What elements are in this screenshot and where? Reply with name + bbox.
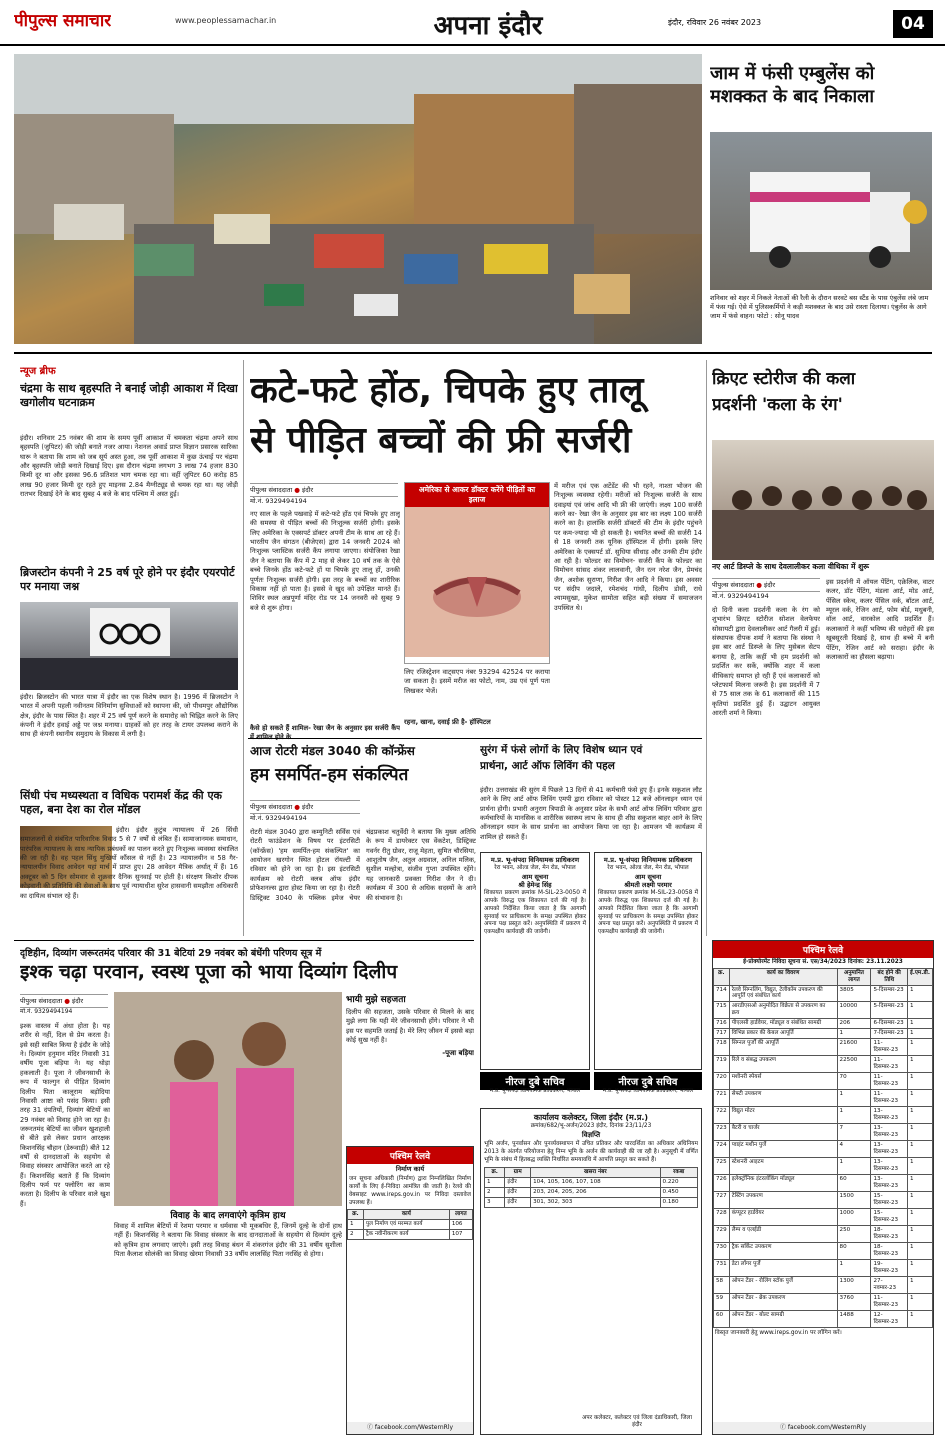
byline-city: इंदौर — [764, 581, 776, 589]
table-row — [714, 1226, 933, 1243]
art-col2: इस प्रदर्शनी में ऑयल पेंटिंग, एक्रेलिक, वाटर कलर, डॉट पेंटिंग, मंडला आर्ट, मोड आर्ट, पेंसिल स्केच, कलर पेंसिल वर्क, बॉटल आर्ट, म्यूरल वर्क, रेजिन आर्ट, फोम बोर्ड, मधुबनी, वॉल आर्ट, वारकोल आदि प्रदर्शित हैं। कलाकारों ने कहीं भविष्य की धरोहरों की इस खूबसूरती दिखाई है, साथ ही बच्चे में बनी पेंटिंग, रेजिन आर्ट को सराहा। इंदौर के कलाकारों का हौसला बढ़ाया। — [826, 578, 934, 661]
table-row — [714, 1175, 933, 1192]
table-cell: 1 — [907, 1124, 932, 1141]
surgery-mid: लिए रजिस्ट्रेशन वाट्सएप नंबर 93294 42524 पर कराया जा सकता है। इसमें मरीज का फोटो, नाम, उम्र एवं पूर्ण पता लिखकर भेजें। — [404, 668, 550, 695]
quote-title: भायी मुझे सहजता — [346, 995, 406, 1005]
table-row — [714, 1107, 933, 1124]
tender-org: म.प्र. भू-संपदा विनियामक प्राधिकरण — [603, 856, 693, 864]
tender-sign-2: नीरज दुबे सचिव — [594, 1072, 702, 1090]
table-cell: 718 — [714, 1039, 730, 1056]
art-mobile: मो.नं. 9329494194 — [712, 592, 769, 600]
table-row — [714, 1090, 933, 1107]
table-cell: 720 — [714, 1073, 730, 1090]
collector-label: विज्ञप्ति — [581, 1130, 601, 1139]
column-rule — [243, 360, 244, 936]
byline-city: इंदौर — [72, 997, 84, 1005]
couple-photo — [114, 992, 342, 1206]
table-cell: 1 — [907, 1192, 932, 1209]
brief3-title: सिंधी पंच मध्यस्थता व विधिक परामर्श केंद्र की एक पहल, बना देश का रोल मॉडल — [20, 789, 222, 817]
table-cell: 7 — [837, 1124, 871, 1141]
art-headline-line1: क्रिएट स्टोरीज की कला — [712, 369, 856, 389]
facebook-icon: ⓕ — [779, 1424, 786, 1432]
divider — [248, 738, 702, 739]
table-cell: प्वाइंट मशीन पुर्जे — [729, 1141, 837, 1158]
surgery-col1: नए साल के पहले पखवाड़े में कटे-फटे होंठ एवं चिपके हुए तालू की समस्या से पीड़ित बच्चों की निःशुल्क सर्जरी होगी। इसके लिए अमेरिका के एक्सपर्ट डॉक्टर अपनी टीम के साथ आ रहे हैं। भारतीय जैन संगठन (बीजेएस) द्वारा 14 जनवरी 2024 को निःशुल्क प्लास्टिक सर्जरी कैंप लगाया जाएगा। संयोजिका रेखा जैन ने बताया कि कैंप में 2 माह से लेकर 10 वर्ष तक के ऐसे बच्चे जिनके होंठ कटे-फटे हों या चिपके हुए तालू हों, उनकी पूर्णतः निःशुल्क सर्जरी होगी। इस तरह के बच्चों का शारीरिक विकास नहीं हो पाता है। इससे वे खुद को उपेक्षित मानते हैं। शिविर स्थल अन्नपूर्णा मंदिर रोड पर 14 जनवरी को सुबह 9 बजे से शुरू होगा। — [250, 510, 400, 612]
table-cell: 13-दिसम्बर-23 — [871, 1124, 907, 1141]
table-cell: 1 — [837, 1029, 871, 1039]
rly2-text: जन सूचना अधिकारी (निर्माण) द्वारा निम्नलिखित निर्माण कार्यों के लिए ई-निविदा आमंत्रित की जाती है। रेलवे की वेबसाइट www.ireps.gov.in पर निविदा दस्तावेज उपलब्ध हैं। — [349, 1176, 471, 1207]
table-cell: 1 — [907, 1243, 932, 1260]
table-cell: 1 — [907, 1209, 932, 1226]
quote-author: -पूजा बड़िया — [442, 1049, 474, 1058]
railway-footer-text[interactable]: facebook.com/WesternRly — [787, 1424, 867, 1432]
brief1-title: चंद्रमा के साथ बृहस्पति ने बनाई जोड़ी आकाश में दिखा खगोलीय घटनाक्रम — [20, 382, 238, 410]
page-number: 04 — [893, 10, 933, 38]
table-cell: 1 — [837, 1090, 871, 1107]
art-col1: दो दिनी कला प्रदर्शनी कला के रंग को शुभारंभ क्रिएट स्टोरीज सोशल वेलफेयर सोसायटी द्वारा देवलालीकर आर्ट गैलरी में हुई। संस्थापक दीपक शर्मा ने बताया कि संस्था ने इस बार आर्ट डिस्प्ले के लिए मुसेबल सेटप बनाया है, ताकि कहीं भी हम प्रदर्शनी को प्रदर्शित कर सकें, क्योंकि शहर में कला वीथिकाएं समाप्त हो रही हैं एवं कलाकारों को प्लेटफार्म मिलना जरूरी है। इस प्रदर्शनी में 7 से 75 साल तक के 61 कलाकारों की 115 कृतियां प्रदर्शित हुई हैं। उद्घाटन आयुक्त आरती शर्मा ने किया। — [712, 606, 820, 717]
railway-notice — [712, 940, 934, 1435]
table-cell: 11-दिसम्बर-23 — [871, 1090, 907, 1107]
table-cell: 19-दिसम्बर-23 — [871, 1260, 907, 1277]
surgery-inset — [404, 482, 550, 664]
table-cell: 1 — [907, 1260, 932, 1277]
surgery-bullet1: कैसे हो सकते हैं शामिल- रेखा जैन के अनुसार इस सर्जरी कैंप — [250, 724, 400, 732]
surgery-bullet2: रहना, खाना, दवाई फ्री है- हॉस्पिटल — [404, 718, 491, 726]
surgery-headline-line1: कटे-फटे होंठ, चिपके हुए तालू — [250, 370, 644, 411]
rly2-title: पश्चिम रेलवे — [347, 1147, 473, 1164]
marriage-kicker: दृष्टिहीन, दिव्यांग जरूरतमंद परिवार की 31 बेटियां 29 नवंबर को बंधेंगी परिणय सूत्र में — [20, 948, 322, 959]
table-cell: 1 — [907, 1029, 932, 1039]
table-cell: 729 — [714, 1226, 730, 1243]
table-cell: 80 — [837, 1243, 871, 1260]
railway-col-header: क्र. — [714, 968, 730, 985]
tunnel-headline-line2: प्रार्थना, आर्ट ऑफ लिविंग की पहल — [480, 760, 615, 772]
table-cell: विभिन्न प्रकार की केबल आपूर्ति — [729, 1029, 837, 1039]
table-row — [714, 1056, 933, 1073]
brief2-text: इंदौर। ब्रिजस्टोन की भारत यात्रा में इंदौर का एक विशेष स्थान है। 1996 में ब्रिजस्टोन ने भारत में अपनी पहली नवीनतम विनिर्माण सुविधाओं को स्थापना की, जो पीथमपुर औद्योगिक क्षेत्र, इंदौर के पास स्थित है। शहर में 25 वर्ष पूर्ण करने के समारोह को चिह्नित करने के लिए कंपनी ने इंदौर हवाई अड्डे पर जश्न मनाया। ग्राहकों को हर तरह के टायर उपलब्ध कराने के साथ ही कंपनी स्थानीय समुदाय के विकास में लगी है। — [20, 693, 238, 739]
table-cell: 58 — [714, 1276, 730, 1293]
marriage-mobile: मो.नं. 9329494194 — [20, 1008, 73, 1015]
table-cell: 1 — [837, 1260, 871, 1277]
tender-notice-1 — [480, 852, 590, 1070]
rly2-table: क्र. कार्य लागत 1 पुल निर्माण एवं मरम्मत कार्य 106 2 ट्रैक नवीनीकरण कार्य 107 — [347, 1209, 473, 1240]
byline-name: पीपुल्स संवाददाता — [712, 581, 755, 589]
table-cell: 11-दिसम्बर-23 — [871, 1073, 907, 1090]
table-cell: 70 — [837, 1073, 871, 1090]
table-cell: 18-दिसम्बर-23 — [871, 1243, 907, 1260]
table-cell: 1488 — [837, 1310, 871, 1327]
table-cell: लैम्प व एलईडी — [729, 1226, 837, 1243]
table-cell: 731 — [714, 1260, 730, 1277]
table-cell: 724 — [714, 1141, 730, 1158]
table-row — [714, 1276, 933, 1293]
railway-note: विस्तृत जानकारी हेतु www.ireps.gov.in पर लॉगिन करें। — [715, 1329, 842, 1336]
table-cell: 13-दिसम्बर-23 — [871, 1107, 907, 1124]
table-cell: 1 — [837, 1107, 871, 1124]
rly2-footer-text[interactable]: facebook.com/WesternRly — [374, 1424, 454, 1432]
tunnel-headline-line1: सुरंग में फंसे लोगों के लिए विशेष ध्यान एवं — [480, 744, 643, 756]
brand-logo: पीपुल्स समाचार — [14, 11, 112, 31]
rotary-headline-line1: आज रोटरी मंडल 3040 की कॉन्फ्रेंस — [250, 744, 415, 758]
table-cell: 1300 — [837, 1276, 871, 1293]
railway-table — [713, 968, 933, 1328]
table-row — [714, 1039, 933, 1056]
tender-notice-2 — [594, 852, 702, 1070]
table-row — [714, 1192, 933, 1209]
tender-address: रेरा भवन, ओल्ड जेल, मेन रोड, भोपाल — [607, 864, 689, 871]
tender-name: श्री हेमेन्द्र सिंह — [518, 881, 552, 890]
tender-text: शिकायत प्रकरण क्रमांक M-SIL-23-0058 में आपके विरुद्ध एक शिकायत दर्ज की गई है। आपको निर्देशित किया जाता है कि आगामी सुनवाई पर प्राधिकरण के समक्ष उपस्थित होकर अपना पक्ष प्रस्तुत करें। अनुपस्थिति में प्रकरण में एकपक्षीय कार्यवाही की जावेगी। — [598, 890, 698, 936]
rly2-footer — [347, 1422, 473, 1434]
table-cell: 60 — [714, 1310, 730, 1327]
table-cell: 725 — [714, 1158, 730, 1175]
table-cell: 7-दिसम्बर-23 — [871, 1029, 907, 1039]
table-cell: 1500 — [837, 1192, 871, 1209]
table-cell: सिग्नल पुर्जों की आपूर्ति — [729, 1039, 837, 1056]
table-cell: कंप्यूटर हार्डवेयर — [729, 1209, 837, 1226]
brief1-text: इंदौर। शनिवार 25 नवंबर की शाम के समय पूर्वी आकाश में चमकता चंद्रमा अपने साथ बृहस्पति (जुपिटर) की जोड़ी बनाते नजर आया। नेशनल अवार्ड प्राप्त विज्ञान प्रसारक सारिका घारू ने बताया कि शाम को जब सूर्य अस्त हुआ, तब पूर्वी आकाश में कुछ ऊंचाई पर चंद्रमा और बृहस्पति जोड़ी बनाते दिखाई दिए। इस दौरान चंद्रमा लगभग 3 लाख 74 हजार 830 किमी दूर था और इसका 96.6 प्रतिशत भाग चमक रहा था। वहीं जुपिटर 60 करोड़ 85 लाख 90 हजार किमी दूर रहते हुए माइनस 2.84 मैग्नीट्यूड से चमक रहा था। यह जोड़ी रातभर दिखाई देने के बाद सुबह 4 बजे के बाद पश्चिम में अस्त हुई। — [20, 434, 238, 499]
table-cell: 13-दिसम्बर-23 — [871, 1175, 907, 1192]
table-row — [714, 1243, 933, 1260]
table-cell: 22500 — [837, 1056, 871, 1073]
art-photo-caption: नए आर्ट डिस्प्ले के साथ देवलालीकर कला वीथिका में शुरू — [712, 562, 870, 571]
tender-org: म.प्र. भू-संपदा विनियामक प्राधिकरण — [490, 856, 580, 864]
railway-col-header: अनुमानित लागत — [837, 968, 871, 985]
table-cell: सेफ्टी उपकरण — [729, 1090, 837, 1107]
table-cell: 59 — [714, 1293, 730, 1310]
marriage-text: इश्क वास्तव में अंधा होता है। यह शरीर से नहीं, दिल से प्रेम करता है। इसे सही साबित किया है इंदौर के जोड़े ने। दिव्यांग हनुमान मंदिर निवासी 31 वर्षीय पूजा बड़िया ने। यह थोड़ा हकलाती है। पूजा ने जीवनसाथी के रूप में फाल्गुन से पीड़ित दिव्यांग दिलीप पिता कालूराम बड़ोदिया निवासी आष्टा को पसंद किया। इसी तरह 31 दंपतियों, दिव्यांग बेटियों का 29 नवंबर को विवाह होने जा रहा है। जरूरतमंद बेटियों का जीवन खुशहाली से बीते इसे लेकर प्रधान आरक्षक किशनसिंह चौहान (डेरूवाड़ी) बीते 12 वर्षों से दानदाताओं के सहयोग से विवाह संस्कार आयोजित करते आ रहे हैं। किशनसिंह बताते हैं कि दिव्यांग दिलीप फर्म पर फ्लोरिंग का काम करता है। दिलीप के परिवार वाले खुश हैं। — [20, 1022, 110, 1208]
table-cell: रिले व संबद्ध उपकरण — [729, 1056, 837, 1073]
table-row — [714, 1141, 933, 1158]
ambulance-photo — [710, 132, 932, 290]
table-cell: 250 — [837, 1226, 871, 1243]
railway-col-header: ई.एम.डी. — [907, 968, 932, 985]
tender-sign-1: नीरज दुबे सचिव — [480, 1072, 590, 1090]
table-cell: 21600 — [837, 1039, 871, 1056]
news-brief-text: न्यूज ब्रीफ — [20, 366, 56, 377]
table-cell: स्टेशनरी आइटम — [729, 1158, 837, 1175]
table-cell: 1 — [907, 1107, 932, 1124]
pin-icon: ● — [756, 581, 762, 589]
table-cell: 715 — [714, 1002, 730, 1019]
table-cell: आरडीएसओ अनुमोदित विक्रेता से उपकरण का क्रय — [729, 1002, 837, 1019]
table-cell: 728 — [714, 1209, 730, 1226]
rotary-text: रोटरी मंडल 3040 द्वारा कम्युनिटी सर्विस एवं रोटरी फाउंडेशन के विषय पर इंटरसिटी (कॉन्फ्रेंस) 'हम समर्पित-हम संकल्पित' का आयोजन खरगोन स्थित होटल रॉयल्टी में रविवार को होने जा रहा है। इस इंटरसिटी कार्यक्रम को रोटरी क्लब ऑफ इंदौर प्रोफेशनल्स द्वारा होस्ट किया जा रहा है। रोटरी डिस्ट्रिक्ट 3040 के पब्लिक इमेज चेयर चंद्रप्रकाश चतुर्वेदी ने बताया कि मुख्य अतिथि के रूप में डायरेक्टर एस वेंकटेश, डिस्ट्रिक्ट गवर्नर रीतु ग्रोवर, राजू मेहता, सुमित चौरसिया, आशुतोष जैन, अतुल अग्रवाल, अनिल मलिक, सुशील मल्होत्रा, संजीव गुप्ता उपस्थित रहेंगे। यह जानकारी प्रवक्ता गिरीश जैन ने दी। कार्यक्रम में 300 से अधिक सदस्यों के आने की संभावना है। — [250, 828, 476, 902]
table-cell: 15-दिसम्बर-23 — [871, 1192, 907, 1209]
pin-icon: ● — [294, 803, 300, 811]
table-row — [714, 1293, 933, 1310]
table-cell: 206 — [837, 1019, 871, 1029]
table-cell: 27-नवम्बर-23 — [871, 1276, 907, 1293]
lead-photo-traffic — [14, 54, 702, 344]
byline-name: पीपुल्स संवाददाता — [250, 486, 293, 494]
table-cell: टेस्टिंग उपकरण — [729, 1192, 837, 1209]
collector-text: भूमि अर्जन, पुनर्वासन और पुनर्व्यवस्थापन में उचित प्रतिकर और पारदर्शिता का अधिकार अधिनियम 2013 के अंतर्गत परियोजना हेतु निम्न भूमि के अर्जन की कार्यवाही की जा रही है। अनुसूची में वर्णित भूमि के संबंध में हितबद्ध व्यक्ति निर्धारित समयावधि में आपत्ति प्रस्तुत कर सकते हैं। — [484, 1140, 698, 1163]
section-title: अपना इंदौर — [433, 11, 543, 41]
table-cell: 717 — [714, 1029, 730, 1039]
table-cell: 15-दिसम्बर-23 — [871, 1209, 907, 1226]
table-cell: ओपन टेंडर - बोल्ट सामग्री — [729, 1310, 837, 1327]
art-group-illustration — [712, 440, 934, 560]
facebook-icon: ⓕ — [366, 1424, 373, 1432]
lead-headline-line1: जाम में फंसी एम्बुलेंस को — [710, 63, 875, 84]
table-cell: ओपन टेंडर - रोलिंग स्टॉक पुर्जे — [729, 1276, 837, 1293]
table-cell: 4 — [837, 1141, 871, 1158]
table-cell: 11-दिसम्बर-23 — [871, 1056, 907, 1073]
art-group-photo — [712, 440, 934, 560]
collector-sub: क्रमांक/682/भू-अर्जन/2023 इंदौर, दिनांक 23/11/23 — [530, 1123, 652, 1129]
table-cell: 11-दिसम्बर-23 — [871, 1039, 907, 1056]
website-url[interactable]: www.peoplessamachar.in — [175, 16, 277, 25]
railway-footer — [713, 1422, 933, 1434]
bridgestone-photo — [20, 602, 238, 690]
table-row — [714, 1073, 933, 1090]
table-cell: मशीनरी स्पेयर्स — [729, 1073, 837, 1090]
traffic-illustration — [14, 54, 702, 344]
table-cell: 723 — [714, 1124, 730, 1141]
surgery-col3: में मरीज एवं एक अटेंडेंट की भी रहने, नाश्ता भोजन की निःशुल्क व्यवस्था रहेगी। मरीजों को निःशुल्क सर्जरी के साथ दवाइयां एवं जांच आदि भी फ्री की जाएंगी। लक्ष्य 100 सर्जरी करने का- रेखा जैन के अनुसार इस बार का लक्ष्य 100 सर्जरी करने का है। हालांकि सर्जरी डॉक्टरों की टीम के इंदौर पहुंचने पर कम-ज्यादा भी हो सकती है। चयनित बच्चों की सर्जरी 14 से 18 जनवरी तक यूनिक हॉस्पिटल में होगी। इसके लिए अमेरिका के एक्सपर्ट डॉ. सुधिया सीधाड़ और उनकी टीम इंदौर आ रही है। फोल्डर का विमोचन- सर्जरी कैंप के फोल्डर का विमोचन सांसद शंकर लालवानी, जैन रत्न नरेश जैन, प्रेमचंद जैन, अशोक सुराणा, गिरीश जैन आदि ने किया। इस अवसर पर संदीप जदाले, रमेशचंद गांधी, दिलीप डोसी, राधे श्यामसुखा, मुकेश सामोता सहित बड़ी संख्या में समाजजन उपस्थित थे। — [554, 482, 702, 612]
railway-notice-no: ई-प्रोक्योरमेंट निविदा सूचना सं. एस/34/2023 दिनांक: 23.11.2023 — [743, 959, 903, 965]
table-cell: 12-दिसम्बर-23 — [871, 1310, 907, 1327]
brief2-title: ब्रिजस्टोन कंपनी ने 25 वर्ष पूरे होने पर इंदौर एयरपोर्ट पर मनाया जश्न — [20, 566, 235, 594]
rotary-mobile: मो.नं. 9329494194 — [250, 814, 307, 822]
lead-headline — [710, 62, 930, 109]
bridgestone-banner — [20, 602, 238, 690]
table-cell: 726 — [714, 1175, 730, 1192]
pin-icon: ● — [64, 997, 70, 1005]
marriage-photo-text: विवाह में शामिल बेटियों में रेशमा परमार व धर्मवास भी मूकबधिर हैं, जिनमें दूल्हे के दोनों हाथ नहीं हैं। किशनसिंह ने बताया कि विवाह संस्कार के बाद दानदाताओं के सहयोग से दिव्यांग दूल्हे को कृत्रिम हाथ लगवाए जाएंगे। इसी तरह विवाह बंधन में शंकरगंज इंदौर की 31 वर्षीय सुशीला पिता कैलाश सोलंकी का विवाह खेरमा निवासी 33 वर्षीय लालसिंह पिता नरसिंह से होगा। — [114, 1222, 342, 1259]
table-cell: 716 — [714, 1019, 730, 1029]
tender-text: शिकायत प्रकरण क्रमांक M-SIL-23-0050 में आपके विरुद्ध एक शिकायत दर्ज की गई है। आपको निर्देशित किया जाता है कि आगामी सुनवाई पर प्राधिकरण के समक्ष उपस्थित होकर अपना पक्ष प्रस्तुत करें। अनुपस्थिति में प्रकरण में एकपक्षीय कार्यवाही की जावेगी। — [484, 890, 586, 936]
tender-address: रेरा भवन, ओल्ड जेल, मेन रोड, भोपाल — [494, 864, 576, 871]
collector-table: क्र. ग्राम खसरा नंबर रकबा 1 इंदौर 104, 105, 106, 107, 108 0.220 2 इंदौर 203, 204, 205, 206 0.450 3 इंदौर 301, 302, 303 0.180 — [484, 1167, 698, 1208]
table-cell: 5-दिसम्बर-23 — [871, 1002, 907, 1019]
surgery-inset-label: अमेरिका से आकर डॉक्टर करेंगे पीड़ितों का इलाज — [405, 483, 549, 507]
byline-name: पीपुल्स संवाददाता — [250, 803, 293, 811]
brief3-text: इंदौर। इंदौर कुटुंब न्यायालय में 26 सिंधी समाजजनों से संबंधित पारिवारिक विवाद 5 से 7 वर्षों से लंबित हैं। सामाजानमक समाधान, पारंपरिक न्यायालय के साथ न्यायिक प्रबंधकों का पालन करते हुए निःशुल्क व्यवस्था संचालित की जा रही है। वह पहल सिंधु मुखियों कौंसल से नहीं है। 23 न्यायालयीन व 58 गैर-न्यायालयीन विवाद आवेदन यहां मार्च में प्राप्त हुए। 28 आवेदन मैत्रिक अर्थात् में हैं। 16 अक्टूबर को 5 दिन सोमवार से शुक्रवार दैनिक सुनवाई पर होती है। संरक्षण किशोर दीपक कोड़वानी की प्रतिनिधि की सेवाओं के साथ पूर्व न्यायाधीश सुरेश हासवानी समझौता अधिकारी का दायित्व संभाल रहे हैं। — [20, 826, 238, 900]
table-cell: 10000 — [837, 1002, 871, 1019]
couple-illustration — [114, 992, 342, 1206]
surgery-byline — [250, 483, 398, 497]
table-cell: 1 — [907, 1158, 932, 1175]
collector-sign: अपर कलेक्टर, कलेक्टर एवं जिला दंडाधिकारी, जिला इंदौर — [582, 1414, 692, 1429]
tender-name: श्रीमती लक्ष्मी परमार — [624, 881, 672, 890]
railway-title: पश्चिम रेलवे — [713, 941, 933, 958]
table-row — [714, 1002, 933, 1019]
collector-title: कार्यालय कलेक्टर, जिला इंदौर (म.प्र.) — [533, 1113, 649, 1122]
table-cell: 1 — [907, 1293, 932, 1310]
table-cell: विद्युत मोटर — [729, 1107, 837, 1124]
table-row — [714, 1029, 933, 1039]
art-headline-line2: प्रदर्शनी 'कला के रंग' — [712, 395, 843, 415]
surgery-headline-line2: से पीड़ित बच्चों की फ्री सर्जरी — [250, 420, 632, 461]
table-cell: ओपन टेंडर - ब्रेक उपकरण — [729, 1293, 837, 1310]
table-cell: 719 — [714, 1056, 730, 1073]
railway-col-header: कार्य का विवरण — [729, 968, 837, 985]
table-cell: 721 — [714, 1090, 730, 1107]
table-cell: 1 — [837, 1158, 871, 1175]
table-cell: 60 — [837, 1175, 871, 1192]
table-cell: 3760 — [837, 1293, 871, 1310]
column-rule — [706, 360, 707, 936]
tender-title: आम सूचना — [521, 872, 549, 881]
pin-icon: ● — [294, 486, 300, 494]
rotary-headline-line2: हम समर्पित-हम संकल्पित — [250, 765, 409, 785]
collector-notice — [480, 1108, 702, 1435]
table-cell: बैटरी व चार्जर — [729, 1124, 837, 1141]
table-cell: 1 — [907, 1039, 932, 1056]
table-cell: 714 — [714, 985, 730, 1002]
byline-city: इंदौर — [302, 803, 314, 811]
art-byline — [712, 578, 820, 592]
table-cell: 13-दिसम्बर-23 — [871, 1158, 907, 1175]
masthead — [0, 0, 945, 46]
rotary-byline — [250, 800, 360, 814]
table-cell: डेटा लॉगर पुर्जे — [729, 1260, 837, 1277]
table-cell: इलेक्ट्रॉनिक इंटरलॉकिंग मॉड्यूल — [729, 1175, 837, 1192]
table-row — [714, 1019, 933, 1029]
quote-text: दिलीप की सहजता, उसके परिवार से मिलने के बाद मुझे लगा कि यही मेरे जीवनसाथी होंगे। परिवार ने भी इस पर सहमति जताई है। मेरे लिए जीवन में इससे बड़ा कोई सुख नहीं है। — [346, 1008, 474, 1045]
table-cell: 11-दिसम्बर-23 — [871, 1293, 907, 1310]
byline-name: पीपुल्स संवाददाता — [20, 997, 63, 1005]
issue-date: इंदौर, रविवार 26 नवंबर 2023 — [668, 18, 762, 27]
table-cell: 1 — [907, 1141, 932, 1158]
table-cell: 727 — [714, 1192, 730, 1209]
table-cell: 1 — [907, 1056, 932, 1073]
table-cell: 1 — [907, 1073, 932, 1090]
marriage-byline — [20, 994, 108, 1008]
news-brief-label — [20, 363, 230, 379]
table-cell: 722 — [714, 1107, 730, 1124]
table-cell: 3805 — [837, 985, 871, 1002]
table-cell: 1 — [907, 1226, 932, 1243]
table-cell: 13-दिसम्बर-23 — [871, 1141, 907, 1158]
table-cell: पीएलसी हार्डवेयर, मॉड्यूल व संबंधित सामग्री — [729, 1019, 837, 1029]
divider — [14, 940, 474, 941]
table-cell: 1000 — [837, 1209, 871, 1226]
table-cell: रेलवे सिग्नलिंग, विद्युत, टेलीकॉम उपकरण की आपूर्ति एवं संबंधित कार्य — [729, 985, 837, 1002]
ambulance-illustration — [710, 132, 932, 290]
table-row — [714, 1124, 933, 1141]
table-row — [714, 1260, 933, 1277]
table-cell: 5-दिसम्बर-23 — [871, 985, 907, 1002]
table-cell: 730 — [714, 1243, 730, 1260]
byline-city: इंदौर — [302, 486, 314, 494]
marriage-headline: इश्क चढ़ा परवान, स्वस्थ पूजा को भाया दिव्यांग दिलीप — [20, 961, 398, 983]
rly2-sub: निर्माण कार्य — [395, 1165, 425, 1173]
table-row — [714, 1158, 933, 1175]
tender-foot-1: म.प्र. भू-संपदा विनियामक प्राधिकरण, भोपाल — [489, 1088, 581, 1094]
table-cell: ट्रैक सर्किट उपकरण — [729, 1243, 837, 1260]
railway-construction — [346, 1146, 474, 1435]
tender-title: आम सूचना — [634, 872, 662, 881]
surgery-mobile: मो.नं. 9329494194 — [250, 497, 307, 505]
table-cell: 1 — [907, 1002, 932, 1019]
table-cell: 1 — [907, 1019, 932, 1029]
table-row — [714, 1310, 933, 1327]
divider — [14, 352, 932, 354]
table-cell: 1 — [907, 1276, 932, 1293]
table-cell: 6-दिसम्बर-23 — [871, 1019, 907, 1029]
railway-col-header: बंद होने की तिथि — [871, 968, 907, 985]
table-cell: 18-दिसम्बर-23 — [871, 1226, 907, 1243]
tender-foot-2: म.प्र. भू-संपदा विनियामक प्राधिकरण, भोपाल — [602, 1088, 694, 1094]
table-cell: 1 — [907, 1310, 932, 1327]
table-row — [714, 1209, 933, 1226]
table-cell: 1 — [907, 1175, 932, 1192]
cleft-lip-photo — [405, 507, 549, 657]
lead-headline-line2: मशक्कत के बाद निकाला — [710, 86, 875, 108]
table-row — [714, 985, 933, 1002]
couple-photo-caption: विवाह के बाद लगवाएंगे कृत्रिम हाथ — [170, 1211, 286, 1221]
table-cell: 1 — [907, 1090, 932, 1107]
tunnel-text: इंदौर। उत्तराखंड की सुरंग में पिछले 13 दिनों से 41 कर्मचारी फंसे हुए हैं। इनके सकुशल लौट आने के लिए आर्ट ऑफ लिविंग एमपी द्वारा रविवार को पोस्टर 12 बजे ऑनलाइन ध्यान एवं प्रार्थना होगी। प्रभारी अनुराग त्रिपाठी के अनुसार प्रदेश के सभी आर्ट ऑफ लिविंग परिवार द्वारा कर्मचारियों के मानसिक व शारीरिक स्वास्थ्य लाभ के साथ ही शीघ्र सकुशल बाहर आने के लिए ऑनलाइन ध्यान के साथ प्रार्थना का आयोजन किया जा रहा है। आमजन भी कार्यक्रम में शामिल हो सकते हैं। — [480, 786, 702, 841]
table-cell: 1 — [907, 985, 932, 1002]
marriage-quote — [346, 992, 474, 1140]
ambulance-caption: शनिवार को शहर में निकले नेताओं की रैली के दौरान सरवटे बस स्टैंड के पास एंबुलेंस लंबे जाम में फंस गई। ऐसे में पुलिसकर्मियों ने कड़ी मशक्कत के बाद उसे रास्ता दिलाया। एंबुलेंस के आगे जाम में फंसे वाहन। फोटो : सोनू यादव — [710, 294, 929, 320]
